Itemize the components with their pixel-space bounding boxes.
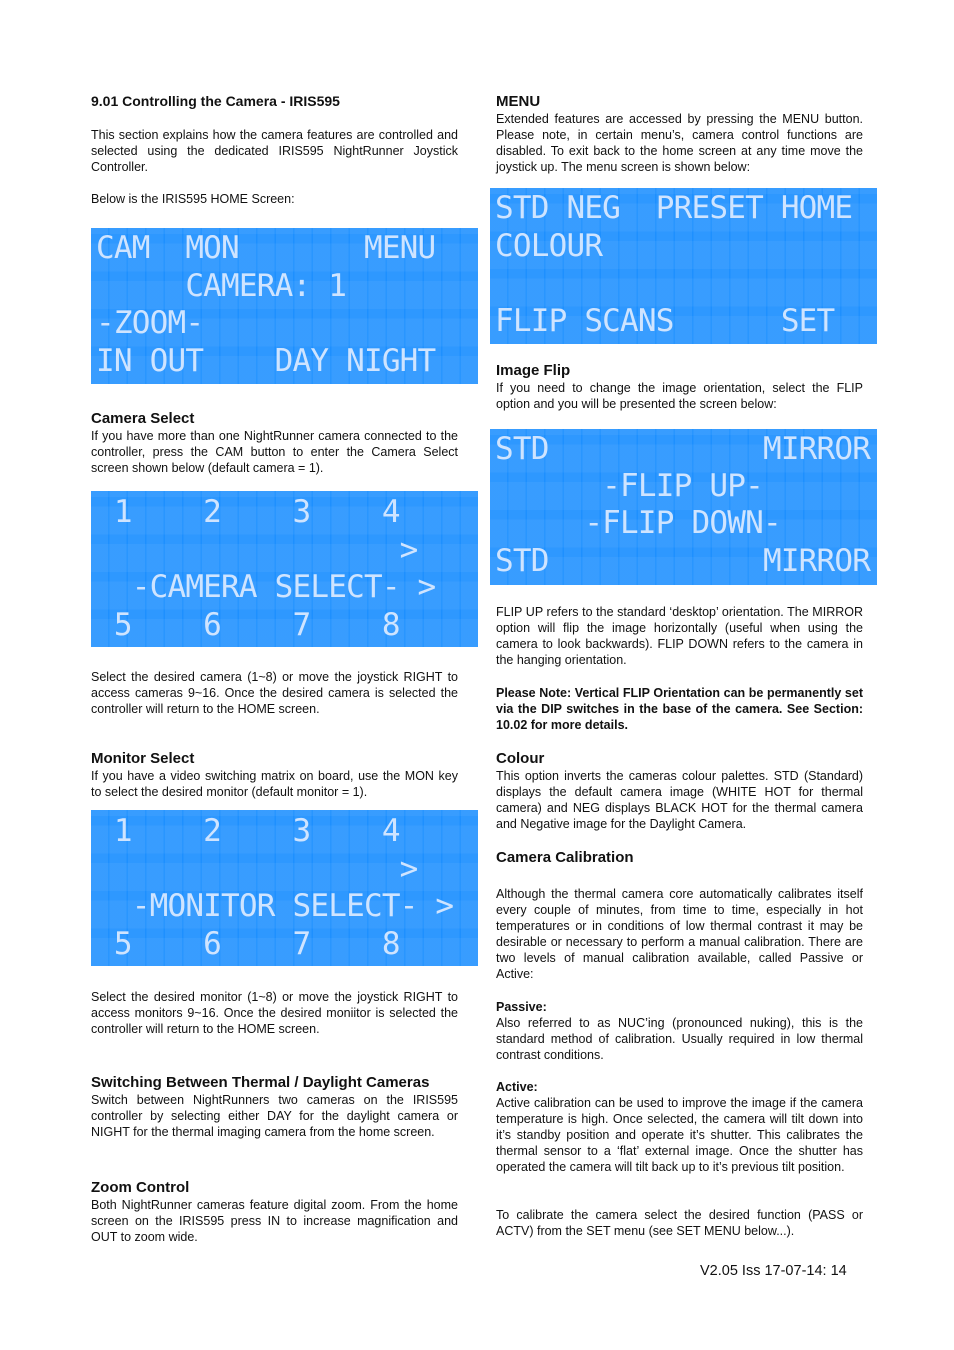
lcd-line: CAM MON MENU xyxy=(96,230,436,266)
image-flip-note: Please Note: Vertical FLIP Orientation can be permanently set via the DIP switches in the base of the camera. See Section: 10.02 for more details. xyxy=(496,686,863,732)
lcd-line: STD NEG PRESET HOME xyxy=(495,190,853,226)
lcd-line: COLOUR xyxy=(495,228,603,264)
calibration-body: Although the thermal camera core automatically calibrates itself every couple of minutes, from time to time, especially in hot temperatures or in conditions of low thermal contrast it may be desirable or necessary to perform a manual calibration. There are two levels of manual calibration available, called Passive or Active: xyxy=(496,887,863,981)
lcd-line: 1 2 3 4 xyxy=(96,494,400,530)
section-title: 9.01 Controlling the Camera - IRIS595 xyxy=(91,93,340,109)
monitor-select-after: Select the desired monitor (1~8) or move the joystick RIGHT to access monitors 9~16. Once the desired moniitor is selected the controller will return to the HOME screen. xyxy=(91,990,458,1036)
lcd-line: STD MIRROR xyxy=(495,543,871,579)
lcd-menu-screen xyxy=(490,188,877,344)
lcd-line: -FLIP DOWN- xyxy=(495,505,781,541)
lcd-line: FLIP SCANS SET xyxy=(495,303,835,339)
lcd-line: -CAMERA SELECT- > xyxy=(96,569,436,605)
lcd-line: 5 6 7 8 xyxy=(96,607,400,643)
lcd-line xyxy=(490,265,877,302)
camera-select-after: Select the desired camera (1~8) or move the joystick RIGHT to access cameras 9~16. Once the desired camera is selected the controller will return to the HOME screen. xyxy=(91,670,458,716)
calibration-heading: Camera Calibration xyxy=(496,849,634,866)
passive-body: Also referred to as NUC’ing (pronounced nuking), this is the standard method of calibration. Usually required in low thermal contrast conditions. xyxy=(496,1016,863,1062)
image-flip-heading: Image Flip xyxy=(496,362,571,379)
lcd-line: IN OUT DAY NIGHT xyxy=(96,343,436,379)
active-body: Active calibration can be used to improve the image if the camera temperature is high. Once selected, the camera will tilt down into it’s standby position and operate it’s shutter. This calibrates the thermal sensor to a ‘flat’ external image. Once the shutter has operated the camera will tilt back up to it’s previous tilt position. xyxy=(496,1096,863,1174)
colour-body: This option inverts the cameras colour palettes. STD (Standard) displays the default camera image (WHITE HOT for thermal camera) and NEG displays BLACK HOT for the thermal camera and Negative image for the Daylight Camera. xyxy=(496,769,863,831)
lcd-monitor-select xyxy=(91,810,478,966)
lcd-line: -ZOOM- xyxy=(96,305,204,341)
image-flip-body: If you need to change the image orientation, select the FLIP option and you will be presented the screen below: xyxy=(496,381,863,411)
intro-text: This section explains how the camera features are controlled and selected using the dedicated IRIS595 NightRunner Joystick Controller. xyxy=(91,128,458,174)
lcd-line: CAMERA: 1 xyxy=(96,268,347,304)
lcd-flip-screen xyxy=(490,429,877,585)
lcd-home-screen xyxy=(91,228,478,384)
lcd-line: 1 2 3 4 xyxy=(96,813,400,849)
lcd-line: STD MIRROR xyxy=(495,431,871,467)
switching-body: Switch between NightRunners two cameras on the IRIS595 controller by selecting either DAY for the daylight camera or NIGHT for the thermal imaging camera from the home screen. xyxy=(91,1093,458,1139)
colour-heading: Colour xyxy=(496,750,545,767)
lcd-camera-select xyxy=(91,491,478,647)
lcd-line: 5 6 7 8 xyxy=(96,926,400,962)
monitor-select-body: If you have a video switching matrix on board, use the MON key to select the desired monitor (default monitor = 1). xyxy=(91,769,458,799)
monitor-select-heading: Monitor Select xyxy=(91,750,195,767)
camera-select-heading: Camera Select xyxy=(91,410,195,427)
image-flip-after: FLIP UP refers to the standard ‘desktop’ orientation. The MIRROR option will flip the image horizontally (useful when using the camera to look backwards). FLIP DOWN refers to the camera in the hanging orientation. xyxy=(496,605,863,667)
passive-heading: Passive: xyxy=(496,1000,547,1014)
calibration-final: To calibrate the camera select the desired function (PASS or ACTV) from the SET menu (see SET MENU below...). xyxy=(496,1208,863,1238)
lcd-line: -FLIP UP- xyxy=(495,468,763,504)
menu-heading: MENU xyxy=(496,93,541,110)
lcd-line: > xyxy=(96,851,418,887)
lcd-line: > xyxy=(96,532,418,568)
zoom-heading: Zoom Control xyxy=(91,1179,190,1196)
switching-heading: Switching Between Thermal / Daylight Cameras xyxy=(91,1074,430,1091)
home-caption: Below is the IRIS595 HOME Screen: xyxy=(91,192,295,206)
active-heading: Active: xyxy=(496,1080,538,1094)
lcd-line: -MONITOR SELECT- > xyxy=(96,888,454,924)
zoom-body: Both NightRunner cameras feature digital zoom. From the home screen on the IRIS595 press IN to increase magnification and OUT to zoom wide. xyxy=(91,1198,458,1244)
menu-body: Extended features are accessed by pressing the MENU button. Please note, in certain menu’s, camera control functions are disabled. To exit back to the home screen at any time move the joystick up. The menu screen is shown below: xyxy=(496,112,863,174)
camera-select-body: If you have more than one NightRunner camera connected to the controller, press the CAM button to enter the Camera Select screen shown below (default camera = 1). xyxy=(91,429,458,475)
page-footer: V2.05 Iss 17-07-14: 14 xyxy=(700,1263,847,1279)
